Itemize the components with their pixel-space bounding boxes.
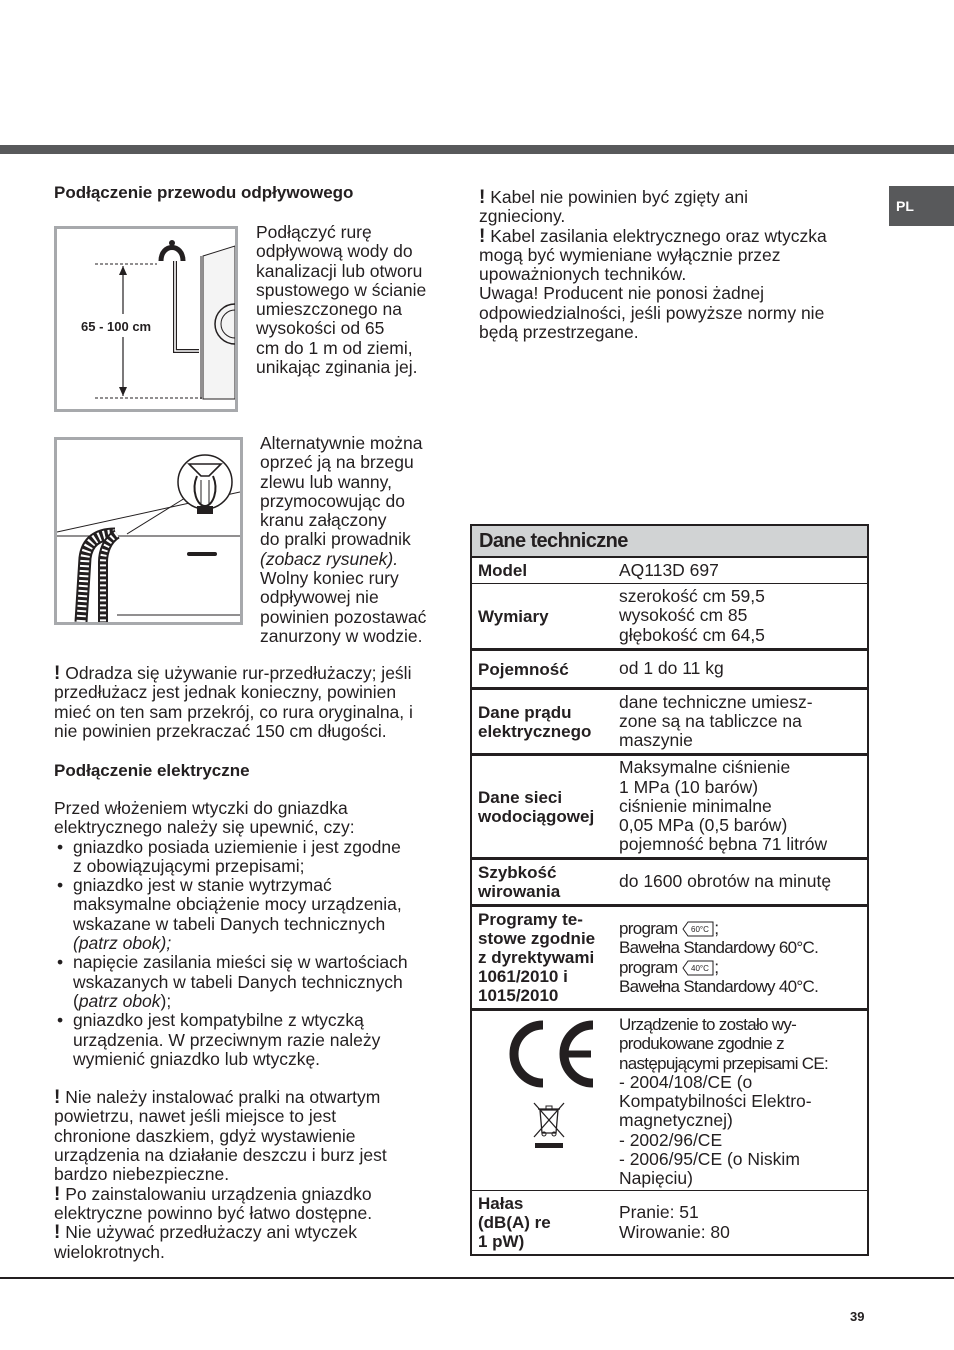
- electric-heading: Podłączenie elektryczne: [54, 761, 250, 780]
- top-rule: [0, 145, 954, 154]
- drain-para-2: Alternatywnie można oprzeć ją na brzegu zlewu lub wanny, przymocowując do kranu załączony do pralki prowadnik (zobacz rysunek). Wolny koniec rury odpływowej nie powinien pozostawać zanurzony w wodzie.: [260, 433, 427, 646]
- sink-guide-figure: [54, 437, 243, 625]
- program-40-icon: [682, 960, 714, 976]
- warning-mark: !: [54, 663, 61, 684]
- table-row: Wymiary szerokość cm 59,5 wysokość cm 85 głębokość cm 64,5: [472, 584, 867, 649]
- tech-data-table: [470, 524, 869, 1256]
- table-row: Pojemność od 1 do 11 kg: [472, 649, 867, 688]
- extension-warning: ! Odradza się używanie rur-przedłużaczy; jeśli przedłużacz jest jednak konieczny, powinien mieć on ten sam przekrój, co rura oryginalna, i nie powinien przekraczać 150 cm długości.: [54, 663, 413, 741]
- table-row: Dane sieci wodociągowej Maksymalne ciśnienie 1 MPa (10 barów) ciśnienie minimalne 0,05 MPa (0,5 barów) pojemność bębna 71 litrów: [472, 754, 867, 858]
- list-item: • napięcie zasilania mieści się w wartościach wskazanych w tabeli Danych technicznych (patrz obok);: [54, 953, 454, 1011]
- electric-checklist: [54, 838, 454, 1070]
- drain-para-1: Podłączyć rurę odpływową wody do kanalizacji lub otworu spustowego w ścianie umieszczonego na wysokości od 65 cm do 1 m od ziemi, unikając zginania jej.: [256, 222, 427, 378]
- table-row: Szybkość wirowania do 1600 obrotów na minutę: [472, 858, 867, 905]
- list-item: • gniazdko posiada uziemienie i jest zgodne z obowiązującymi przepisami;: [54, 838, 454, 877]
- ce-mark-icon: [499, 1019, 599, 1089]
- sink-guide-illustration: [57, 440, 240, 622]
- table-title: Dane techniczne: [472, 526, 867, 558]
- table-row: Urządzenie to zostało wy- produkowane zgodnie z następującymi przepisami CE: - 2004/108/CE (o Kompatybilności Elektro- magnetycznej) - 2002/96/CE - 2006/95/CE (o Niskim Napięciu): [472, 1009, 867, 1191]
- drain-heading: Podłączenie przewodu odpływowego: [54, 183, 354, 202]
- cable-warnings: ! Kabel nie powinien być zgięty ani zgnieciony. ! Kabel zasilania elektrycznego oraz wtyczka mogą być wymieniane wyłącznie przez upoważnionych techników. Uwaga! Producent nie ponosi żadnej odpowiedzialności, jeśli powyższe normy nie będą przestrzegane.: [479, 187, 827, 343]
- table-row: Dane prądu elektrycznego dane techniczne umiesz- zone są na tabliczce na maszynie: [472, 688, 867, 754]
- drain-height-figure: [54, 226, 238, 412]
- svg-text:40°C: 40°C: [691, 963, 710, 973]
- drain-height-label: 65 - 100 cm: [81, 319, 152, 334]
- svg-text:60°C: 60°C: [691, 925, 710, 935]
- list-item: • gniazdko jest w stanie wytrzymać maksymalne obciążenie mocy urządzenia, wskazane w tabeli Danych technicznych (patrz obok);: [54, 876, 454, 953]
- bottom-rule: [0, 1277, 954, 1279]
- page-number: 39: [850, 1309, 865, 1324]
- table-row: Model AQ113D 697: [472, 558, 867, 584]
- program-60-icon: [682, 921, 714, 937]
- weee-bin-icon: [531, 1101, 567, 1149]
- table-row: Programy te- stowe zgodnie z dyrektywami 1061/2010 i 1015/2010 program 60°C ; Bawełna Standardowy 60°C. program 40°C ; Bawełna Standardowy 40°C.: [472, 905, 867, 1009]
- language-tab: PL: [889, 186, 954, 226]
- table-row: Hałas (dB(A) re 1 pW) Pranie: 51 Wirowanie: 80: [478, 1194, 730, 1251]
- list-item: • gniazdko jest kompatybilne z wtyczką urządzenia. W przeciwnym razie należy wymienić gniazdko lub wtyczkę.: [54, 1011, 454, 1069]
- electric-section: Przed włożeniem wtyczki do gniazdka elektrycznego należy się upewnić, czy: • gniazdko posiada uziemienie i jest zgodne z obowiązującymi przepisami; • gniazdko jest w stanie wytrzymać maksymalne obciążenie mocy urządzenia, wskazane w tabeli Danych technicznych (patrz obok); • napięcie zasilania mieści się w wartościach wskazanych w tabeli Danych technicznych (patrz obok); • gniazdko jest kompatybilne z wtyczką urządzenia. W przeciwnym razie należy wymienić gniazdko lub wtyczkę. ! Nie należy instalować pralki na otwartym powietrzu, nawet jeśli miejsce to jest chronione daszkiem, gdyż wystawienie urządzenia na działanie deszczu i burz jest bardzo niebezpieczne. ! Po zainstalowaniu urządzenia gniazdko elektryczne powinno być łatwo dostępne. ! Nie używać przedłużaczy ani wtyczek wielokrotnych.: [54, 799, 454, 1262]
